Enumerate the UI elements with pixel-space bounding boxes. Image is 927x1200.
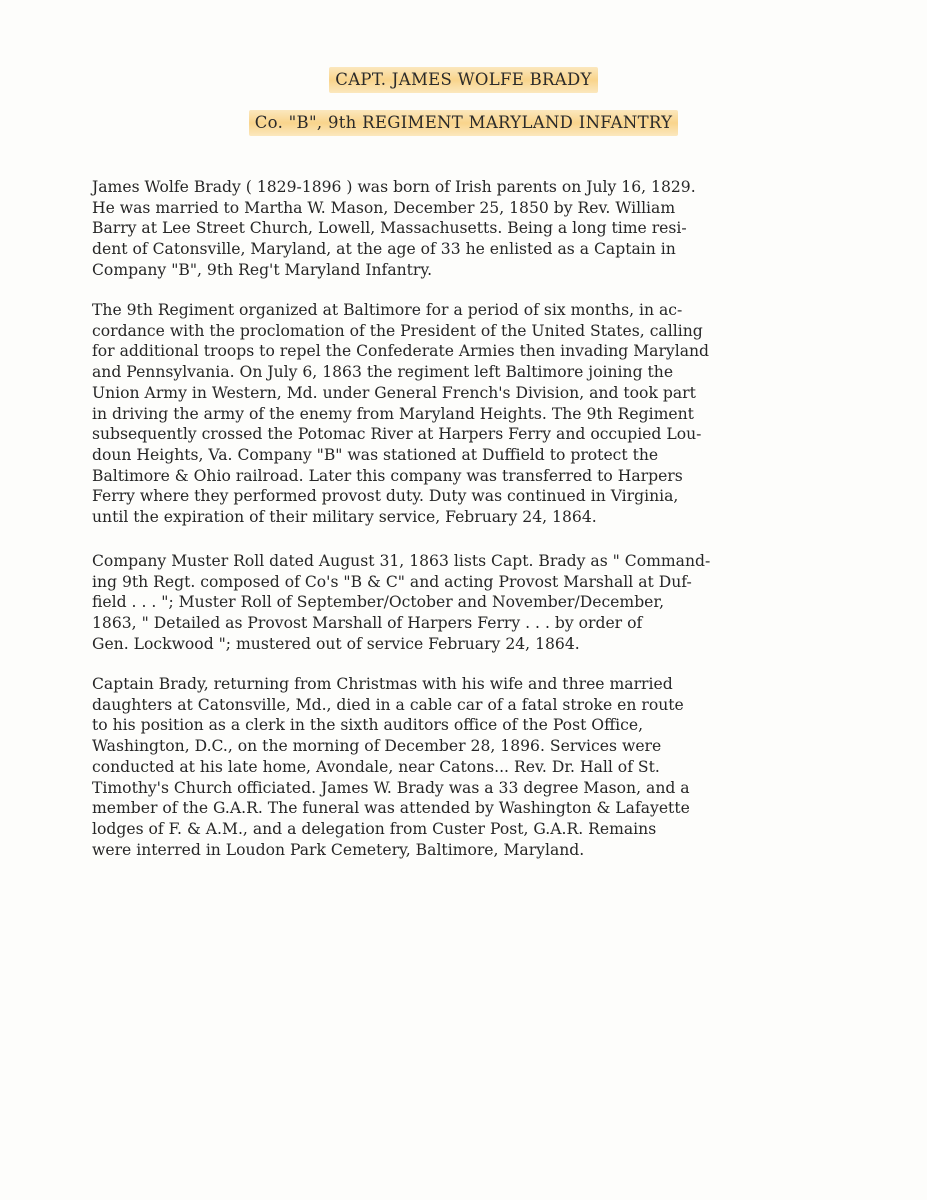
paragraph-biography — [92, 177, 872, 281]
text-line: daughters at Catonsville, Md., died in a cable car of a fatal stroke en route — [92, 695, 684, 714]
text-line: to his position as a clerk in the sixth auditors office of the Post Office, — [92, 716, 644, 735]
text-line: and Pennsylvania. On July 6, 1863 the regiment left Baltimore joining the — [92, 363, 674, 382]
text-line: Captain Brady, returning from Christmas with his wife and three married — [92, 675, 673, 693]
text-line: conducted at his late home, Avondale, near Catons... Rev. Dr. Hall of St. — [92, 757, 660, 776]
title-highlight: CAPT. JAMES WOLFE BRADY — [329, 67, 597, 93]
text-line: Barry at Lee Street Church, Lowell, Massachusetts. Being a long time resi- — [92, 219, 687, 238]
document-subtitle — [0, 113, 927, 132]
text-line: for additional troops to repel the Confederate Armies then invading Maryland — [92, 342, 710, 361]
text-line: 1863, " Detailed as Provost Marshall of Harpers Ferry . . . by order of — [92, 614, 643, 633]
document-title — [0, 70, 927, 89]
text-line: member of the G.A.R. The funeral was attended by Washington & Lafayette — [92, 799, 690, 818]
text-line: Baltimore & Ohio railroad. Later this company was transferred to Harpers — [92, 466, 683, 485]
text-line: Washington, D.C., on the morning of December 28, 1896. Services were — [92, 737, 662, 756]
text-line: James Wolfe Brady ( 1829-1896 ) was born of Irish parents on July 16, 1829. — [92, 178, 696, 196]
text-line: subsequently crossed the Potomac River at Harpers Ferry and occupied Lou- — [92, 425, 702, 444]
text-line: Union Army in Western, Md. under General French's Division, and took part — [92, 383, 696, 402]
paragraph-muster-roll — [92, 551, 872, 655]
text-line: Timothy's Church officiated. James W. Brady was a 33 degree Mason, and a — [92, 778, 690, 797]
text-line: in driving the army of the enemy from Maryland Heights. The 9th Regiment — [92, 404, 694, 423]
text-line: cordance with the proclomation of the President of the United States, calling — [92, 321, 703, 340]
text-line: doun Heights, Va. Company "B" was stationed at Duffield to protect the — [92, 445, 659, 464]
text-line: Company Muster Roll dated August 31, 1863 lists Capt. Brady as " Command- — [92, 552, 711, 570]
subtitle-highlight: Co. "B", 9th REGIMENT MARYLAND INFANTRY — [249, 110, 679, 136]
text-line: The 9th Regiment organized at Baltimore for a period of six months, in ac- — [92, 301, 683, 319]
text-line: field . . . "; Muster Roll of September/October and November/December, — [92, 593, 665, 612]
paragraph-death-and-burial — [92, 674, 872, 860]
text-line: ing 9th Regt. composed of Co's "B & C" and acting Provost Marshall at Duf- — [92, 572, 692, 591]
text-line: lodges of F. & A.M., and a delegation from Custer Post, G.A.R. Remains — [92, 819, 657, 838]
paragraph-regiment-history — [92, 300, 872, 528]
text-line: Company "B", 9th Reg't Maryland Infantry. — [92, 260, 433, 279]
text-line: He was married to Martha W. Mason, December 25, 1850 by Rev. William — [92, 198, 676, 217]
text-line: dent of Catonsville, Maryland, at the age of 33 he enlisted as a Captain in — [92, 240, 676, 259]
text-line: until the expiration of their military service, February 24, 1864. — [92, 508, 597, 527]
text-line: Ferry where they performed provost duty. Duty was continued in Virginia, — [92, 487, 679, 506]
text-line: Gen. Lockwood "; mustered out of service February 24, 1864. — [92, 634, 580, 653]
text-line: were interred in Loudon Park Cemetery, Baltimore, Maryland. — [92, 840, 585, 859]
